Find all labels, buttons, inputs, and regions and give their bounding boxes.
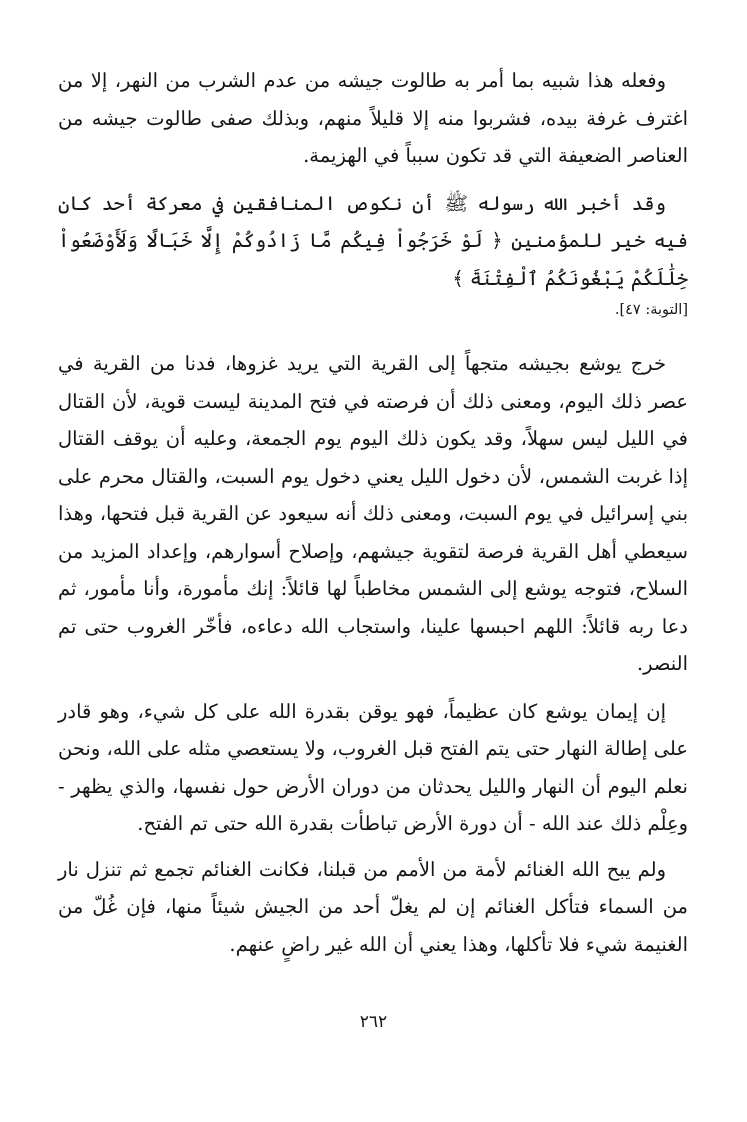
quran-citation: [التوبة: ٤٧]. bbox=[614, 302, 688, 318]
paragraph-yusha-faith: إن إيمان يوشع كان عظيماً، فهو يوقن بقدرة الله على كل شيء، وهو قادر على إطالة النهار حتى يتم الفتح قبل الغروب، ولا يستعصي مثله على الله، ونحن نعلم اليوم أن النهار والليل يحدثان من دوران الأرض حول نفسها، والذي يظهر - وعِلْم ذلك عند الله - أن دورة الأرض تباطأت بقدرة الله حتى تم الفتح. bbox=[58, 699, 688, 835]
paragraph-hypocrites: وقد أخبر الله رسوله ﷺ أن نكوص المنافقين في معركة أحد كان فيه خير للمؤمنين ﴿ لَوْ خَرَجُواْ فِيكُم مَّا زَادُوكُمْ إِلَّا خَبَالًا وَلَأَوْضَعُواْ خِلَٰلَكُمْ يَبْغُونَكُمُ ٱلْفِتْنَةَ ﴾ bbox=[58, 191, 688, 290]
page-body bbox=[58, 62, 688, 963]
paragraph-talut: وفعله هذا شبيه بما أمر به طالوت جيشه من عدم الشرب من النهر، إلا من اغترف غرفة بيده، فشربوا منه إلا قليلاً منهم، وبذلك صفى طالوت جيشه من العناصر الضعيفة التي قد تكون سبباً في الهزيمة. bbox=[58, 69, 688, 167]
paragraph-yusha-army: خرج يوشع بجيشه متجهاً إلى القرية التي يريد غزوها، فدنا من القرية في عصر ذلك اليوم، ومعنى ذلك أن فرصته في فتح المدينة ليست قوية، لأن القتال في الليل ليس سهلاً، وقد يكون ذلك اليوم يوم الجمعة، وعليه أن يوقف القتال إذا غربت الشمس، لأن دخول الليل يعني دخول يوم السبت، والقتال محرم على بني إسرائيل في يوم السبت، ومعنى ذلك أنه سيعود عن القرية قبل فتحها، وهذا سيعطي أهل القرية فرصة لتقوية جيشهم، وإصلاح أسوارهم، وإعداد المزيد من السلاح، فتوجه يوشع إلى الشمس مخاطباً لها قائلاً: إنك مأمورة، وأنا مأمور، ثم دعا ربه قائلاً: اللهم احبسها علينا، واستجاب الله دعاءه، فأخّر الغروب حتى تم النصر. bbox=[58, 352, 688, 675]
page-number: ٢٦٢ bbox=[359, 1012, 388, 1032]
paragraph-spoils: ولم يبح الله الغنائم لأمة من الأمم من قبلنا، فكانت الغنائم تجمع ثم تنزل نار من السماء فتأكل الغنائم إن لم يغلّ أحد من الجيش شيئاً منها، فإن غُلّ من الغنيمة شيء فلا تأكلها، وهذا يعني أن الله غير راضٍ عنهم. bbox=[58, 857, 688, 956]
